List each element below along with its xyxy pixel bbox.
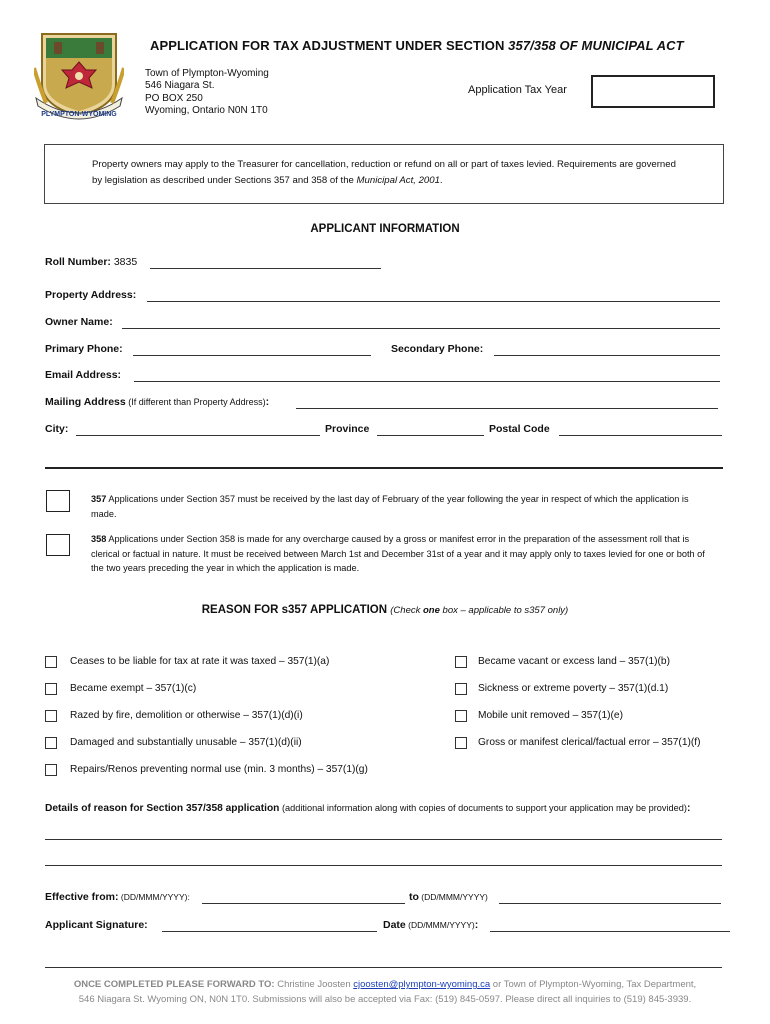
reason-label-c: Became exempt – 357(1)(c) [70,683,197,694]
reason-label-d1: Sickness or extreme poverty – 357(1)(d.1) [478,683,669,694]
contact-email-link[interactable]: cjoosten@plympton-wyoming.ca [353,979,491,990]
mailing-address-field[interactable] [296,408,718,409]
secondary-phone-field[interactable] [494,355,720,356]
effective-to-label: to (DD/MMM/YYYY) [409,891,488,903]
address-line: PO BOX 250 [145,92,203,104]
footer-divider [45,967,722,968]
effective-from-field[interactable] [202,903,405,904]
reason-checkbox-c[interactable] [45,683,57,695]
effective-to-field[interactable] [499,903,721,904]
details-field-line-1[interactable] [45,839,722,840]
details-label: Details of reason for Section 357/358 application (additional information along with copies of documents to support your application may be provided): [45,803,691,814]
tax-year-input[interactable] [591,75,715,108]
section-divider [45,467,723,469]
reason-checkbox-g[interactable] [45,764,57,776]
intro-text-end: . [439,175,443,186]
details-field-line-2[interactable] [45,865,722,866]
city-label: City: [45,423,69,435]
province-label: Province [325,423,370,435]
owner-name-field[interactable] [122,328,720,329]
section-357-checkbox[interactable] [46,490,70,512]
reason-checkbox-d-i[interactable] [45,710,57,722]
tax-year-label: Application Tax Year [468,84,567,96]
city-field[interactable] [76,435,320,436]
address-line: 546 Niagara St. [145,80,215,92]
signature-field[interactable] [162,931,377,932]
reason-checkbox-e[interactable] [455,710,467,722]
email-address-field[interactable] [134,381,720,382]
crest-banner-text: PLYMPTON-WYOMING [41,111,117,118]
mailing-address-label: Mailing Address (If different than Property Address): [45,396,270,408]
intro-text [92,157,682,189]
section-358-checkbox[interactable] [46,534,70,556]
reason-heading: REASON FOR s357 APPLICATION (Check one box – applicable to s357 only) [201,604,569,616]
reason-checkbox-b[interactable] [455,656,467,668]
intro-text-act: Municipal Act, 2001 [356,175,440,186]
intro-text-main: Property owners may apply to the Treasurer for cancellation, reduction or refund on all or part of taxes levied. Requirements are governed by legislation as described under Sections 357 and 358 of the [92,159,676,186]
address-line: Wyoming, Ontario N0N 1T0 [145,104,268,116]
reason-label-b: Became vacant or excess land – 357(1)(b) [478,656,670,667]
roll-number-label: Roll Number: 3835 [45,256,138,268]
reason-label-f: Gross or manifest clerical/factual error – 357(1)(f) [478,737,701,748]
owner-name-label: Owner Name: [45,316,113,328]
effective-from-label: Effective from: (DD/MMM/YYYY): [45,891,190,903]
applicant-info-heading: APPLICANT INFORMATION [310,223,460,235]
reason-checkbox-d1[interactable] [455,683,467,695]
signature-label: Applicant Signature: [45,919,148,931]
form-title-italic: 357/358 OF MUNICIPAL ACT [508,38,684,53]
postal-code-label: Postal Code [489,423,550,435]
property-address-field[interactable] [147,301,720,302]
reason-checkbox-a[interactable] [45,656,57,668]
email-address-label: Email Address: [45,369,122,381]
primary-phone-label: Primary Phone: [45,343,123,355]
signature-date-field[interactable] [490,931,730,932]
section-358-text: 358 Applications under Section 358 is made for any overcharge caused by a gross or manifest error in the preparation of the assessment roll that is clerical or factual in nature. It must be received between March 1st and December 31st of a year and it may apply only to taxes levied for one or both of the two years preceding the year in which the application is made. [91,534,705,573]
reason-checkbox-d-ii[interactable] [45,737,57,749]
reason-label-d-i: Razed by fire, demolition or otherwise – 357(1)(d)(i) [70,710,303,721]
secondary-phone-label: Secondary Phone: [391,343,484,355]
form-title [150,38,684,53]
footer-line-2: 546 Niagara St. Wyoming ON, N0N 1T0. Submissions will also be accepted via Fax: (519) 845-0597. Please direct all inquiries to (519) 845-3939. [78,994,692,1005]
reason-label-d-ii: Damaged and substantially unusable – 357(1)(d)(ii) [70,737,302,748]
town-crest-logo [34,28,124,124]
signature-date-label: Date (DD/MMM/YYYY): [383,919,479,931]
reason-label-e: Mobile unit removed – 357(1)(e) [478,710,623,721]
reason-label-g: Repairs/Renos preventing normal use (min. 3 months) – 357(1)(g) [70,764,368,775]
address-line: Town of Plympton-Wyoming [145,68,269,79]
postal-code-field[interactable] [559,435,722,436]
section-357-text: 357 Applications under Section 357 must be received by the last day of February of the year following the year in respect of which the application is made. [91,494,689,519]
reason-checkbox-f[interactable] [455,737,467,749]
property-address-label: Property Address: [45,289,137,301]
form-title-main: APPLICATION FOR TAX ADJUSTMENT UNDER SECTION [150,38,509,53]
municipal-address [145,68,269,117]
footer-line-1: ONCE COMPLETED PLEASE FORWARD TO: Christine Joosten cjoosten@plympton-wyoming.ca or Town of Plympton-Wyoming, Tax Department, [73,979,697,990]
reason-label-a: Ceases to be liable for tax at rate it was taxed – 357(1)(a) [70,656,330,667]
primary-phone-field[interactable] [133,355,371,356]
roll-number-field[interactable] [150,268,381,269]
province-field[interactable] [377,435,484,436]
